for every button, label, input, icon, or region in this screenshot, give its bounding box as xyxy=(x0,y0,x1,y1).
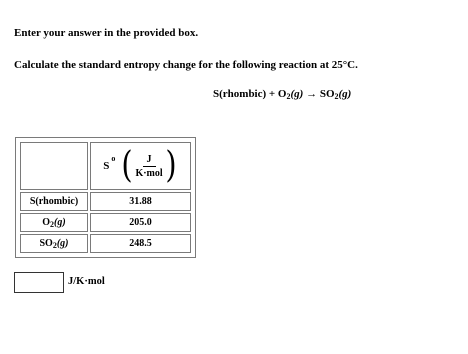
left-paren: ( xyxy=(121,145,134,186)
species-name: SO xyxy=(39,238,53,249)
entropy-table xyxy=(18,140,193,255)
table-row xyxy=(20,234,191,253)
table-header-row xyxy=(20,142,191,190)
degree-symbol: o xyxy=(111,154,116,163)
species-name: S(rhombic) xyxy=(29,196,79,207)
instruction-text: Enter your answer in the provided box. xyxy=(14,27,199,39)
table-header-blank xyxy=(20,142,88,190)
equation-reactants: S(rhombic) + O xyxy=(213,88,287,100)
reaction-equation xyxy=(213,88,351,100)
species-state: (g) xyxy=(56,238,69,249)
species-name: O xyxy=(42,217,51,228)
species-subscript: 2 xyxy=(50,220,55,229)
question-text: Calculate the standard entropy change for the following reaction at 25°C. xyxy=(14,59,358,71)
entropy-table-frame xyxy=(15,137,196,258)
species-state: (g) xyxy=(54,217,66,228)
table-row xyxy=(20,213,191,232)
entropy-value-cell: 248.5 xyxy=(90,234,191,253)
table-row xyxy=(20,192,191,211)
entropy-symbol xyxy=(103,154,116,172)
table-header-entropy xyxy=(90,142,191,190)
equation-so2-state: (g) xyxy=(338,88,352,100)
unit-fraction xyxy=(135,154,162,179)
species-cell xyxy=(20,234,88,253)
right-paren: ) xyxy=(165,145,177,186)
entropy-symbol-letter: S xyxy=(103,160,110,172)
answer-unit-label: J/K·mol xyxy=(68,276,105,287)
answer-input[interactable] xyxy=(14,272,64,293)
equation-so2-subscript: 2 xyxy=(334,92,339,101)
entropy-value-cell: 205.0 xyxy=(90,213,191,232)
equation-arrow-product: → SO xyxy=(303,88,335,100)
unit-denominator: K·mol xyxy=(135,167,163,179)
equation-o2-subscript: 2 xyxy=(286,92,291,101)
species-subscript: 2 xyxy=(52,241,57,250)
entropy-value-cell: 31.88 xyxy=(90,192,191,211)
species-cell xyxy=(20,213,88,232)
entropy-unit-label xyxy=(103,145,177,186)
species-cell xyxy=(20,192,88,211)
unit-numerator: J xyxy=(143,154,156,167)
equation-o2-state: (g) xyxy=(290,88,304,100)
